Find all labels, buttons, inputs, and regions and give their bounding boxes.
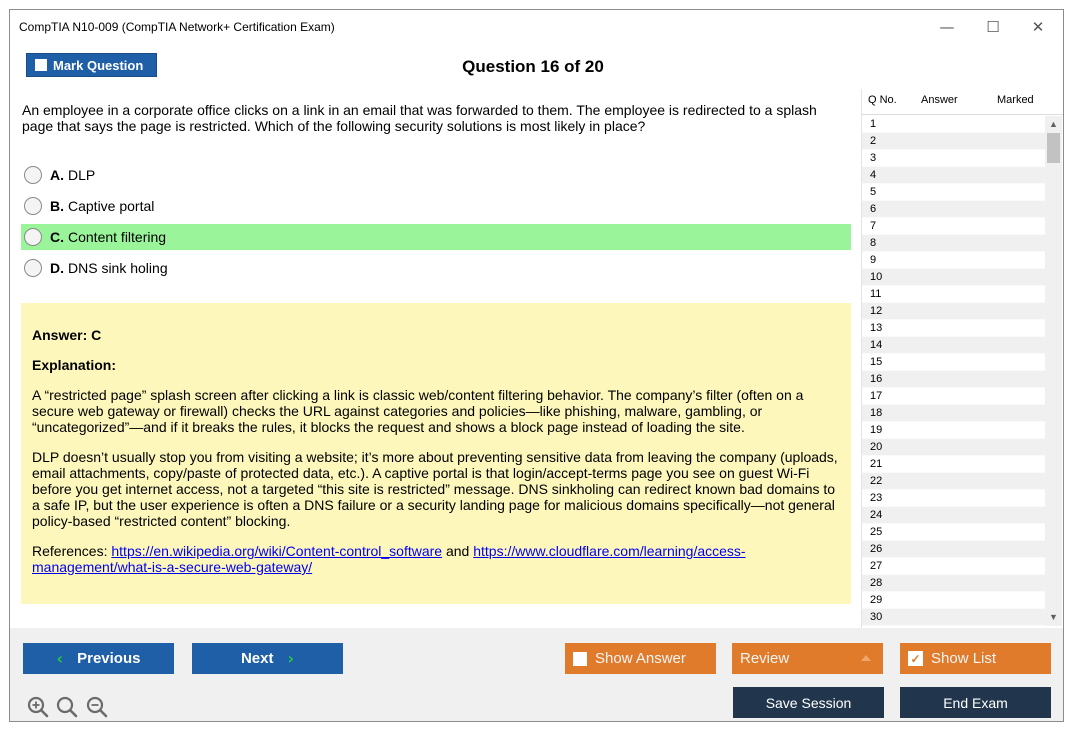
column-header-marked[interactable]: Marked <box>997 94 1034 106</box>
zoom-in-icon[interactable] <box>27 696 49 718</box>
question-list-row[interactable]: 16 <box>862 371 1046 388</box>
radio-button-icon[interactable] <box>24 197 42 215</box>
title-bar <box>10 10 1063 43</box>
show-list-button[interactable] <box>900 643 1051 674</box>
question-list-row[interactable]: 27 <box>862 558 1046 575</box>
option-c[interactable] <box>21 224 851 250</box>
question-counter: Question 16 of 20 <box>462 57 604 76</box>
next-button[interactable] <box>192 643 343 674</box>
mark-question-label: Mark Question <box>53 57 144 73</box>
zoom-reset-icon[interactable] <box>56 696 78 718</box>
question-list-row[interactable]: 21 <box>862 456 1046 473</box>
question-header <box>10 43 1063 89</box>
minimize-icon[interactable]: — <box>939 18 955 36</box>
explanation-box <box>21 303 851 604</box>
review-button[interactable] <box>732 643 883 674</box>
chevron-right-icon: › <box>287 649 295 668</box>
close-icon[interactable]: ✕ <box>1031 18 1045 36</box>
show-answer-checkbox-icon[interactable] <box>573 652 587 666</box>
end-exam-label: End Exam <box>943 694 1008 711</box>
option-letter: A. <box>50 167 64 183</box>
option-text: Captive portal <box>68 198 155 214</box>
radio-button-icon[interactable] <box>24 259 42 277</box>
window-title: CompTIA N10-009 (CompTIA Network+ Certification Exam) <box>19 20 335 34</box>
question-list-row[interactable]: 12 <box>862 303 1046 320</box>
option-text: Content filtering <box>68 229 167 245</box>
caret-up-icon <box>861 655 871 661</box>
question-list <box>862 116 1046 626</box>
zoom-out-icon[interactable] <box>86 696 108 718</box>
list-scrollbar[interactable] <box>1045 116 1062 626</box>
footer-bar <box>10 628 1063 722</box>
question-list-row[interactable]: 14 <box>862 337 1046 354</box>
question-list-row[interactable]: 5 <box>862 184 1046 201</box>
scroll-up-icon[interactable]: ▲ <box>1049 119 1058 129</box>
question-list-row[interactable]: 19 <box>862 422 1046 439</box>
option-letter: D. <box>50 260 64 276</box>
question-list-row[interactable]: 22 <box>862 473 1046 490</box>
question-list-row[interactable]: 3 <box>862 150 1046 167</box>
question-list-row[interactable]: 2 <box>862 133 1046 150</box>
radio-button-icon[interactable] <box>24 228 42 246</box>
question-list-row[interactable]: 18 <box>862 405 1046 422</box>
question-list-row[interactable]: 28 <box>862 575 1046 592</box>
question-list-row[interactable]: 9 <box>862 252 1046 269</box>
app-window <box>9 9 1064 722</box>
explanation-paragraph: DLP doesn’t usually stop you from visiting a website; it’s more about preventing sensitive data from leaving the company (uploads, email attachments, copy/paste of protected data, etc.). A captive portal is that login/accept-terms page you see on guest Wi-Fi before you get internet access, not a targeted “this site is restricted” message. DNS sinkholing can redirect known bad domains to a safe IP, but the user experience is often a DNS failure or a security landing page for malicious domains specifically—not general policy-based “restricted content” blocking. <box>32 449 838 529</box>
question-list-row[interactable]: 29 <box>862 592 1046 609</box>
column-header-answer[interactable]: Answer <box>921 94 958 106</box>
question-list-row[interactable]: 17 <box>862 388 1046 405</box>
question-list-row[interactable]: 13 <box>862 320 1046 337</box>
reference-link[interactable]: https://www.cloudflare.com/learning/access-management/what-is-a-secure-web-gateway/ <box>32 543 746 575</box>
question-list-row[interactable]: 10 <box>862 269 1046 286</box>
question-list-row[interactable]: 24 <box>862 507 1046 524</box>
question-list-row[interactable]: 26 <box>862 541 1046 558</box>
next-label: Next <box>240 650 274 667</box>
option-b[interactable] <box>21 193 851 219</box>
option-letter: B. <box>50 198 64 214</box>
references-and: and <box>442 543 474 559</box>
show-answer-button[interactable] <box>565 643 716 674</box>
previous-label: Previous <box>77 650 141 667</box>
radio-button-icon[interactable] <box>24 166 42 184</box>
option-text: DLP <box>68 167 96 183</box>
question-list-row[interactable]: 25 <box>862 524 1046 541</box>
save-session-button[interactable] <box>733 687 884 718</box>
question-list-header <box>862 89 1064 115</box>
explanation-label: Explanation: <box>32 357 117 373</box>
explanation-paragraph: A “restricted page” splash screen after clicking a link is classic web/content filtering behavior. The company’s filter (often on a secure web gateway or firewall) checks the URL against categories and policies—like phishing, malware, gambling, or “uncategorized”—and if it breaks the rules, it blocks the request and shows a block page instead of loading the site. <box>32 387 804 435</box>
checkbox-checked-icon[interactable]: ✓ <box>908 651 923 666</box>
question-list-panel <box>861 89 1063 628</box>
scroll-thumb[interactable] <box>1047 133 1060 163</box>
review-label: Review <box>740 650 790 667</box>
option-a[interactable] <box>21 162 851 188</box>
previous-button[interactable] <box>23 643 174 674</box>
question-list-row[interactable]: 15 <box>862 354 1046 371</box>
question-list-row[interactable]: 1 <box>862 116 1046 133</box>
question-list-row[interactable]: 7 <box>862 218 1046 235</box>
question-list-row[interactable]: 8 <box>862 235 1046 252</box>
question-list-row[interactable]: 6 <box>862 201 1046 218</box>
show-answer-label: Show Answer <box>595 650 686 667</box>
option-d[interactable] <box>21 255 851 281</box>
column-header-qno[interactable]: Q No. <box>868 94 897 106</box>
question-list-row[interactable]: 11 <box>862 286 1046 303</box>
references-label: References: <box>32 543 112 559</box>
save-session-label: Save Session <box>765 694 852 711</box>
option-text: DNS sink holing <box>68 260 168 276</box>
reference-link[interactable]: https://en.wikipedia.org/wiki/Content-control_software <box>111 543 443 559</box>
question-panel <box>10 89 861 628</box>
question-list-row[interactable]: 23 <box>862 490 1046 507</box>
answer-label: Answer: C <box>32 327 102 343</box>
references <box>32 543 840 575</box>
question-list-row[interactable]: 30 <box>862 609 1046 626</box>
show-list-label: Show List <box>931 650 997 667</box>
chevron-left-icon: ‹ <box>56 649 64 668</box>
end-exam-button[interactable] <box>900 687 1051 718</box>
question-list-row[interactable]: 20 <box>862 439 1046 456</box>
question-list-row[interactable]: 4 <box>862 167 1046 184</box>
question-text: An employee in a corporate office clicks on a link in an email that was forwarded to them. The employee is redirected to a splash page that says the page is restricted. Which of the following security solutions is most likely in place? <box>22 102 817 134</box>
option-letter: C. <box>50 229 64 245</box>
scroll-down-icon[interactable]: ▼ <box>1049 612 1058 622</box>
maximize-icon[interactable]: ☐ <box>986 18 1000 36</box>
